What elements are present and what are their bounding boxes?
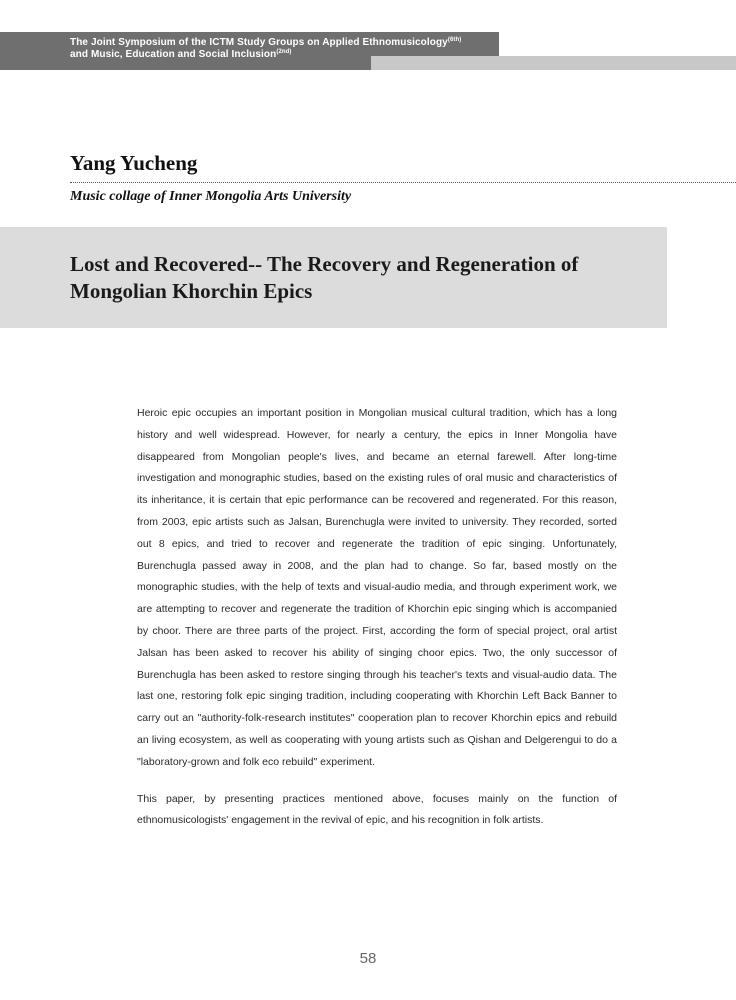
conference-title-text-2: and Music, Education and Social Inclusion: [70, 49, 277, 60]
author-name: Yang Yucheng: [70, 151, 198, 175]
conference-title-line-1: [70, 37, 499, 49]
abstract: [137, 403, 617, 832]
header-decorative-strip: [371, 56, 736, 70]
page-number: 58: [359, 950, 377, 967]
paper-title: Lost and Recovered-- The Recovery and Regeneration of Mongolian Khorchin Epics: [70, 252, 579, 303]
conference-title-text-1: The Joint Symposium of the ICTM Study Groups on Applied Ethnomusicology: [70, 37, 448, 48]
conference-edition-superscript-1: (6th): [447, 37, 462, 43]
author-affiliation: Music collage of Inner Mongolia Arts University: [70, 189, 352, 204]
conference-edition-superscript-2: (2nd): [276, 49, 292, 55]
author-divider: [70, 182, 736, 183]
abstract-paragraph-2: This paper, by presenting practices mentioned above, focuses mainly on the function of ethnomusicologists' engagement in the revival of epic, and his recognition in folk artists.: [137, 792, 617, 827]
abstract-paragraph-1: Heroic epic occupies an important position in Mongolian musical cultural tradition, which has a long history and well widespread. However, for nearly a century, the epics in Inner Mongolia have disappeared from Mongolian people's lives, and became an eternal farewell. After long-time investigation and monographic studies, based on the existing rules of oral music and characteristics of its inheritance, it is certain that epic performance can be recovered and regenerated. For this reason, from 2003, epic artists such as Jalsan, Burenchugla were invited to university. They recorded, sorted out 8 epics, and tried to recover and regenerate the tradition of epic singing. Unfortunately, Burenchugla passed away in 2008, and the plan had to change. So far, based mostly on the monographic studies, with the help of texts and visual-audio media, and through experiment work, we are attempting to recover and regenerate the tradition of Khorchin epic singing which is accompanied by choor. There are three parts of the project. First, according the form of special project, oral artist Jalsan has been asked to recover his ability of singing choor epics. Two, the only successor of Burenchugla has been asked to restore singing through his teacher's texts and visual-audio data. The last one, restoring folk epic singing tradition, including cooperating with Khorchin Left Back Banner to carry out an "authority-folk-research institutes" cooperation plan to recover Khorchin epics and rebuild an living ecosystem, as well as cooperating with young artists such as Qishan and Delgerengui to do a "laboratory-grown and folk eco rebuild" experiment.: [137, 407, 617, 768]
